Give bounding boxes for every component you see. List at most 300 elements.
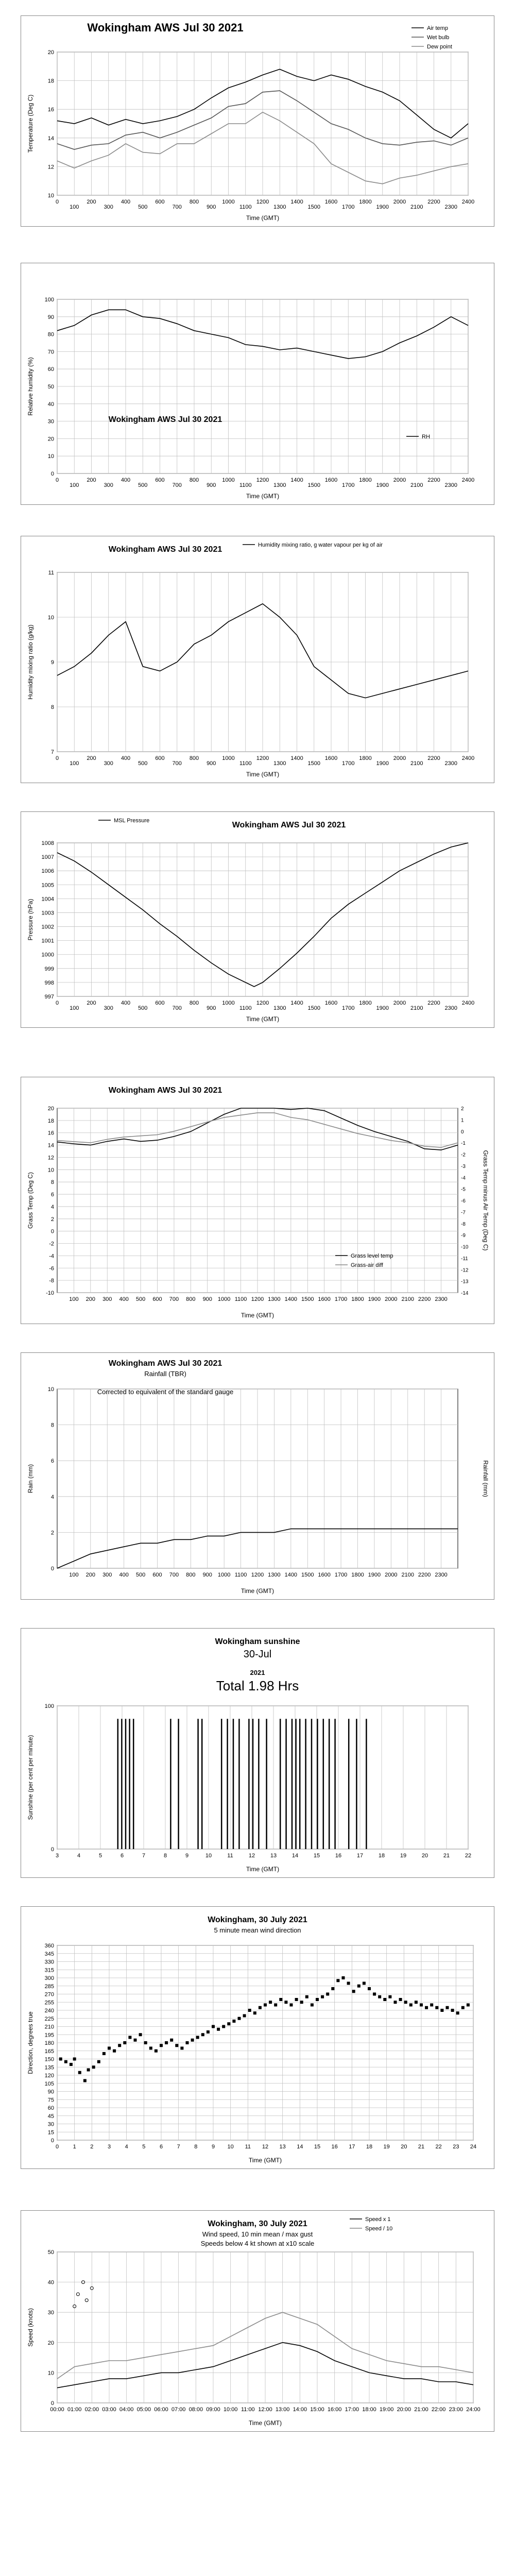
x-tick-label: 1900 <box>368 1572 381 1578</box>
x-tick-label: 2400 <box>461 199 475 205</box>
x-tick-label: 21 <box>418 2144 425 2150</box>
x-tick-label: 1900 <box>376 482 389 488</box>
scatter-point <box>92 2065 95 2069</box>
x-tick-label: 1400 <box>290 755 303 761</box>
x-tick-label: 21:00 <box>414 2406 428 2413</box>
x-tick-label: 1300 <box>268 1572 281 1578</box>
x-tick-label: 1100 <box>239 204 252 210</box>
x-tick-label: 1900 <box>376 1005 389 1011</box>
y-tick-label: 11 <box>48 570 54 576</box>
x-tick-label: 2200 <box>427 199 440 205</box>
x-tick-label: 2300 <box>435 1572 448 1578</box>
legend-label: Grass-air diff <box>351 1262 383 1268</box>
y-tick-label: 50 <box>47 384 54 390</box>
y2-tick-label: -2 <box>461 1152 466 1158</box>
y-tick-label: 1007 <box>41 854 54 861</box>
x-tick-label: 400 <box>121 477 131 483</box>
scatter-point <box>59 2058 62 2061</box>
scatter-point <box>83 2079 87 2082</box>
x-tick-label: 100 <box>69 1296 79 1302</box>
scatter-point <box>191 2039 194 2042</box>
wind-speed-chart-panel <box>21 2210 494 2432</box>
x-tick-label: 1100 <box>239 482 252 488</box>
y-axis-label: Pressure (hPa) <box>27 899 34 941</box>
x-tick-label: 1100 <box>239 760 252 767</box>
x-tick-label: 600 <box>152 1572 162 1578</box>
scatter-point <box>154 2049 158 2053</box>
chart-date: 30-Jul <box>243 1649 272 1660</box>
y-tick-label: 300 <box>44 1975 54 1981</box>
scatter-point <box>232 2020 235 2023</box>
x-tick-label: 400 <box>119 1296 129 1302</box>
y-tick-label: 120 <box>44 2073 54 2079</box>
x-tick-label: 2100 <box>410 1005 423 1011</box>
y-tick-label: 18 <box>47 78 54 84</box>
x-tick-label: 10:00 <box>223 2406 238 2413</box>
x-tick-label: 1300 <box>273 760 286 767</box>
legend <box>98 818 149 824</box>
x-tick-label: 900 <box>207 482 216 488</box>
x-tick-label: 800 <box>189 1000 199 1006</box>
x-tick-label: 1600 <box>324 477 338 483</box>
x-axis-label: Time (GMT) <box>248 2419 282 2427</box>
scatter-point <box>201 2033 204 2036</box>
y-tick-label: 998 <box>44 979 54 986</box>
x-tick-label: 2100 <box>410 204 423 210</box>
x-tick-label: 1900 <box>376 760 389 767</box>
scatter-point <box>311 2004 314 2007</box>
y-tick-label: -4 <box>49 1253 54 1260</box>
y-tick-label: 20 <box>47 49 54 56</box>
scatter-point <box>87 2069 90 2072</box>
y-tick-label: 10 <box>47 2370 54 2377</box>
title-block <box>109 545 222 554</box>
legend-label: Air temp <box>427 25 448 31</box>
scatter-point <box>113 2049 116 2053</box>
scatter-point <box>123 2041 126 2044</box>
x-tick-label: 700 <box>172 760 182 767</box>
x-tick-label: 200 <box>85 1296 96 1302</box>
x-tick-label: 2400 <box>461 1000 475 1006</box>
title-block <box>208 1916 307 1934</box>
y-axis-label: Sunshine (per cent per minute) <box>27 1735 34 1820</box>
x-tick-label: 1500 <box>307 760 320 767</box>
scatter-point <box>73 2058 76 2061</box>
scatter-point <box>170 2039 173 2042</box>
x-axis-label: Time (GMT) <box>246 1015 280 1023</box>
y-tick-label: 6 <box>50 1192 54 1198</box>
y-tick-label: 4 <box>50 1494 54 1500</box>
x-tick-label: 1300 <box>268 1296 281 1302</box>
x-axis-label: Time (GMT) <box>248 2157 282 2164</box>
scatter-point <box>368 1987 371 1990</box>
x-tick-label: 800 <box>186 1296 196 1302</box>
scatter-point <box>331 1987 334 1990</box>
x-tick-label: 07:00 <box>171 2406 186 2413</box>
temperature-chart <box>21 16 494 226</box>
chart-title: Wokingham, 30 July 2021 <box>208 2219 307 2228</box>
x-tick-label: 1700 <box>342 760 355 767</box>
x-tick-label: 300 <box>102 1572 112 1578</box>
y-axis-label: Humidity mixing ratio (g/kg) <box>27 624 34 700</box>
y-tick-label: 0 <box>50 2138 54 2144</box>
chart-title: Wokingham AWS Jul 30 2021 <box>108 415 222 424</box>
x-tick-label: 20 <box>401 2144 407 2150</box>
x-tick-label: 300 <box>104 482 113 488</box>
x-tick-label: 1 <box>73 2144 76 2150</box>
x-tick-label: 1000 <box>222 755 235 761</box>
x-tick-label: 1100 <box>239 1005 252 1011</box>
x-tick-label: 2200 <box>427 477 440 483</box>
x-tick-label: 1600 <box>324 199 338 205</box>
x-tick-label: 600 <box>155 199 165 205</box>
scatter-point <box>243 2014 246 2018</box>
x-tick-label: 800 <box>189 477 199 483</box>
x-axis-label: Time (GMT) <box>246 493 280 500</box>
x-tick-label: 18:00 <box>362 2406 376 2413</box>
y-tick-label: 20 <box>47 2340 54 2346</box>
legend <box>243 542 383 548</box>
scatter-point <box>446 2006 449 2009</box>
x-tick-label: 500 <box>138 1005 148 1011</box>
pressure-chart-panel <box>21 811 494 1028</box>
y-tick-label: 15 <box>47 2129 54 2136</box>
x-tick-label: 1300 <box>273 1005 286 1011</box>
y-axis-label: Speed (knots) <box>27 2308 34 2347</box>
temperature-chart-panel <box>21 15 494 227</box>
x-tick-label: 1900 <box>368 1296 381 1302</box>
scatter-point <box>196 2036 199 2039</box>
scatter-point <box>394 2001 397 2004</box>
y-tick-label: 90 <box>47 314 54 320</box>
x-tick-label: 900 <box>202 1572 212 1578</box>
x-tick-label: 1400 <box>290 477 303 483</box>
y2-tick-label: -7 <box>461 1210 466 1216</box>
x-tick-label: 05:00 <box>136 2406 151 2413</box>
x-tick-label: 23:00 <box>449 2406 464 2413</box>
x-tick-label: 16:00 <box>327 2406 342 2413</box>
y-tick-label: 7 <box>50 749 54 755</box>
scatter-point <box>253 2011 256 2014</box>
scatter-point <box>347 1982 350 1985</box>
x-tick-label: 300 <box>104 760 113 767</box>
legend-label: MSL Pressure <box>114 818 150 824</box>
x-tick-label: 700 <box>172 482 182 488</box>
x-tick-label: 1800 <box>351 1572 364 1578</box>
x-tick-label: 1700 <box>334 1572 348 1578</box>
x-tick-label: 500 <box>138 482 148 488</box>
sunshine-chart-panel <box>21 1628 494 1878</box>
y-axis-label: Grass Temp (Deg C) <box>27 1172 34 1229</box>
x-tick-label: 2 <box>90 2144 94 2150</box>
x-tick-label: 1400 <box>284 1572 298 1578</box>
x-tick-label: 600 <box>155 1000 165 1006</box>
x-tick-label: 800 <box>189 755 199 761</box>
y-tick-label: 20 <box>47 436 54 443</box>
x-tick-label: 5 <box>98 1853 102 1859</box>
x-tick-label: 0 <box>55 2144 59 2150</box>
y-tick-label: 270 <box>44 1991 54 1998</box>
y-tick-label: 1006 <box>41 868 54 875</box>
x-tick-label: 7 <box>142 1853 146 1859</box>
y-tick-label: 0 <box>50 1846 54 1853</box>
chart-title: Wokingham AWS Jul 30 2021 <box>232 821 346 829</box>
y-tick-label: 315 <box>44 1967 54 1974</box>
title-block <box>87 21 243 34</box>
scatter-point <box>279 1998 282 2001</box>
x-tick-label: 600 <box>155 755 165 761</box>
y-tick-label: 18 <box>47 1117 54 1124</box>
x-tick-label: 1800 <box>359 1000 372 1006</box>
x-tick-label: 1700 <box>342 482 355 488</box>
scatter-point <box>212 2025 215 2028</box>
x-axis-label: Time (GMT) <box>241 1587 274 1595</box>
scatter-point <box>326 1993 329 1996</box>
y-tick-label: 12 <box>47 1155 54 1161</box>
scatter-point <box>139 2033 142 2036</box>
rainfall-chart-panel <box>21 1352 494 1600</box>
scatter-point <box>451 2009 454 2012</box>
x-tick-label: 200 <box>87 755 96 761</box>
y2-tick-label: 1 <box>461 1117 464 1124</box>
x-tick-label: 1000 <box>217 1572 231 1578</box>
x-tick-label: 3 <box>107 2144 111 2150</box>
y2-tick-label: 0 <box>461 1129 464 1135</box>
scatter-point <box>300 2001 303 2004</box>
scatter-point <box>290 2004 293 2007</box>
x-tick-label: 14 <box>297 2144 303 2150</box>
x-tick-label: 17:00 <box>345 2406 359 2413</box>
scatter-point <box>97 2060 100 2063</box>
y-axis-label: Relative humidity (%) <box>27 357 34 416</box>
y-tick-label: 10 <box>47 193 54 199</box>
x-tick-label: 5 <box>142 2144 146 2150</box>
x-tick-label: 1200 <box>251 1572 264 1578</box>
x-tick-label: 1500 <box>307 1005 320 1011</box>
y-tick-label: 12 <box>47 164 54 171</box>
x-tick-label: 1900 <box>376 204 389 210</box>
y2-tick-label: -4 <box>461 1175 466 1181</box>
y-tick-label: 50 <box>47 2249 54 2256</box>
y-tick-label: 14 <box>47 1142 54 1149</box>
x-tick-label: 1400 <box>290 199 303 205</box>
y-tick-label: -10 <box>46 1290 54 1296</box>
x-tick-label: 15:00 <box>310 2406 324 2413</box>
y-tick-label: 1004 <box>41 896 54 903</box>
x-tick-label: 17 <box>349 2144 355 2150</box>
chart-subtitle: 5 minute mean wind direction <box>214 1926 301 1934</box>
x-tick-label: 16 <box>331 2144 338 2150</box>
x-tick-label: 700 <box>172 204 182 210</box>
x-tick-label: 100 <box>70 482 79 488</box>
y-tick-label: 285 <box>44 1983 54 1990</box>
chart-title: Wokingham AWS Jul 30 2021 <box>87 21 244 34</box>
grass-temp-chart-panel <box>21 1077 494 1324</box>
x-tick-label: 200 <box>87 199 96 205</box>
x-tick-label: 02:00 <box>84 2406 99 2413</box>
x-tick-label: 1600 <box>318 1572 331 1578</box>
legend <box>411 25 452 50</box>
scatter-point <box>227 2022 230 2025</box>
x-tick-label: 600 <box>152 1296 162 1302</box>
y-tick-label: 90 <box>47 2089 54 2095</box>
x-tick-label: 22 <box>465 1853 472 1859</box>
scatter-point <box>274 2004 277 2007</box>
title-block <box>215 1637 300 1693</box>
x-tick-label: 19:00 <box>379 2406 394 2413</box>
x-tick-label: 1200 <box>256 1000 269 1006</box>
x-tick-label: 08:00 <box>188 2406 203 2413</box>
x-tick-label: 1500 <box>301 1296 314 1302</box>
humidity-ratio-chart-panel <box>21 536 494 783</box>
y-tick-label: 60 <box>47 2105 54 2111</box>
x-tick-label: 500 <box>135 1572 146 1578</box>
scatter-point <box>160 2044 163 2047</box>
y-tick-label: 100 <box>44 297 54 303</box>
chart-title: Wokingham, 30 July 2021 <box>208 1916 307 1924</box>
y-tick-label: 8 <box>50 1179 54 1186</box>
x-tick-label: 2000 <box>393 1000 406 1006</box>
y-tick-label: 30 <box>47 2121 54 2128</box>
scatter-point <box>295 1998 298 2001</box>
scatter-point <box>78 2071 81 2074</box>
scatter-point <box>102 2052 106 2055</box>
y-tick-label: 255 <box>44 1999 54 2006</box>
x-tick-label: 500 <box>138 760 148 767</box>
legend-label: Grass level temp <box>351 1253 393 1259</box>
scatter-point <box>321 1995 324 1998</box>
y-tick-label: 1002 <box>41 924 54 930</box>
scatter-point <box>404 2001 407 2004</box>
y-tick-label: 2 <box>50 1216 54 1223</box>
chart-subtitle: Wind speed, 10 min mean / max gust <box>202 2230 313 2238</box>
y-tick-label: 30 <box>47 2310 54 2316</box>
scatter-point <box>440 2009 443 2012</box>
x-tick-label: 2300 <box>444 482 457 488</box>
y-tick-label: 8 <box>50 1422 54 1429</box>
scatter-point <box>378 1995 381 1998</box>
rainfall-chart <box>21 1353 494 1599</box>
y-tick-label: 40 <box>47 2279 54 2286</box>
x-tick-label: 4 <box>125 2144 128 2150</box>
x-tick-label: 13 <box>270 1853 277 1859</box>
x-tick-label: 200 <box>85 1572 96 1578</box>
x-tick-label: 1800 <box>351 1296 364 1302</box>
y-axis-label: Rain (mm) <box>27 1464 34 1493</box>
y-tick-label: 1000 <box>41 952 54 958</box>
y-tick-label: 60 <box>47 366 54 373</box>
scatter-point <box>415 2001 418 2004</box>
x-axis-label: Time (GMT) <box>246 771 280 778</box>
x-tick-label: 10 <box>227 2144 234 2150</box>
pressure-chart <box>21 812 494 1027</box>
y-tick-label: 75 <box>47 2097 54 2104</box>
x-tick-label: 3 <box>55 1853 59 1859</box>
chart-note: Speeds below 4 kt shown at x10 scale <box>200 2240 315 2247</box>
y-tick-label: 1008 <box>41 840 54 846</box>
x-tick-label: 8 <box>194 2144 198 2150</box>
x-tick-label: 1800 <box>359 755 372 761</box>
y2-tick-label: -14 <box>461 1291 469 1296</box>
x-tick-label: 15 <box>314 2144 321 2150</box>
chart-note: Corrected to equivalent of the standard gauge <box>97 1388 234 1396</box>
x-tick-label: 00:00 <box>50 2406 64 2413</box>
x-tick-label: 2300 <box>435 1296 448 1302</box>
x-tick-label: 900 <box>207 760 216 767</box>
x-tick-label: 2200 <box>427 755 440 761</box>
x-tick-label: 4 <box>77 1853 81 1859</box>
x-tick-label: 19 <box>383 2144 390 2150</box>
scatter-point <box>144 2041 147 2044</box>
x-tick-label: 1600 <box>324 1000 338 1006</box>
legend <box>350 2216 392 2232</box>
x-axis-label: Time (GMT) <box>246 214 280 222</box>
chart-title: Wokingham AWS Jul 30 2021 <box>108 1086 222 1095</box>
x-tick-label: 14 <box>291 1853 299 1859</box>
x-tick-label: 24:00 <box>466 2406 480 2413</box>
x-tick-label: 2000 <box>385 1296 398 1302</box>
y-tick-label: 10 <box>47 615 54 621</box>
scatter-point <box>180 2047 183 2050</box>
x-tick-label: 12:00 <box>258 2406 272 2413</box>
y-tick-label: 14 <box>47 135 54 142</box>
x-tick-label: 2300 <box>444 204 457 210</box>
y2-tick-label: -9 <box>461 1233 466 1239</box>
x-tick-label: 1000 <box>222 1000 235 1006</box>
scatter-point <box>269 2001 272 2004</box>
x-tick-label: 18 <box>366 2144 373 2150</box>
scatter-point <box>352 1990 355 1993</box>
grass-temp-chart <box>21 1077 494 1324</box>
chart-year: 2021 <box>250 1669 265 1676</box>
x-tick-label: 15 <box>313 1853 320 1859</box>
y-tick-label: 210 <box>44 2024 54 2030</box>
x-tick-label: 0 <box>55 199 59 205</box>
y-tick-label: 10 <box>47 453 54 460</box>
chart-title: Wokingham sunshine <box>215 1637 300 1646</box>
chart-title: Wokingham AWS Jul 30 2021 <box>108 545 222 554</box>
x-tick-label: 1000 <box>222 199 235 205</box>
y-tick-label: 195 <box>44 2032 54 2039</box>
scatter-point <box>409 2004 413 2007</box>
y2-tick-label: -5 <box>461 1187 466 1193</box>
relative-humidity-chart-panel <box>21 263 494 505</box>
x-tick-label: 700 <box>172 1005 182 1011</box>
wind-direction-chart <box>21 1907 494 2168</box>
x-tick-label: 2300 <box>444 760 457 767</box>
y-tick-label: 330 <box>44 1959 54 1965</box>
y2-tick-label: 2 <box>461 1106 464 1112</box>
legend-label: Dew point <box>427 44 452 50</box>
y2-tick-label: -6 <box>461 1198 466 1204</box>
y-tick-label: 4 <box>50 1204 54 1210</box>
x-tick-label: 100 <box>70 760 79 767</box>
x-tick-label: 12 <box>248 1853 255 1859</box>
scatter-point <box>383 1998 386 2001</box>
x-tick-label: 1200 <box>256 755 269 761</box>
y-tick-label: 20 <box>47 1106 54 1112</box>
scatter-point <box>118 2044 121 2047</box>
x-tick-label: 13 <box>279 2144 286 2150</box>
scatter-point <box>238 2017 241 2020</box>
y-tick-label: 45 <box>47 2113 54 2120</box>
y-tick-label: 6 <box>50 1458 54 1465</box>
x-tick-label: 2100 <box>401 1572 414 1578</box>
plot-area <box>57 1706 468 1849</box>
x-tick-label: 1300 <box>273 482 286 488</box>
x-tick-label: 300 <box>104 1005 113 1011</box>
scatter-point <box>165 2041 168 2044</box>
